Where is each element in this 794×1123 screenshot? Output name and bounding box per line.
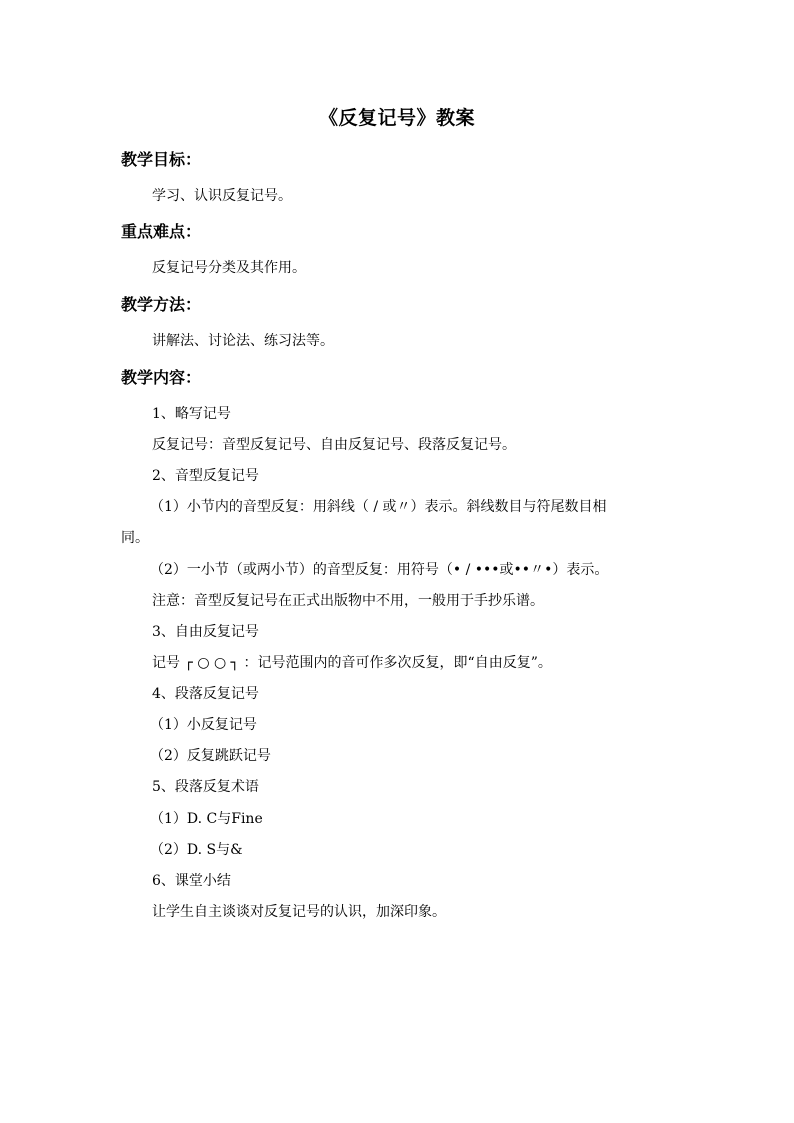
content-line: 同。 [121,530,149,546]
heading-key-difficulties: 重点难点： [121,222,202,241]
content-line: 3、自由反复记号 [152,624,259,640]
content-line: （2）D. S与& [150,842,243,858]
content-line: （1）小节内的音型反复：用斜线（ / 或〃）表示。斜线数目与符尾数目相 [150,499,607,515]
content-line: 4、段落反复记号 [152,686,259,702]
content-line: （1）小反复记号 [150,717,257,733]
content-line: 反复记号：音型反复记号、自由反复记号、段落反复记号。 [152,437,516,453]
content-line: 6、课堂小结 [152,873,231,889]
heading-teaching-content: 教学内容： [121,368,202,387]
content-line: 1、略写记号 [152,406,231,422]
content-line: （1）D. C与Fine [150,811,263,827]
content-line: 注意：音型反复记号在正式出版物中不用，一般用于手抄乐谱。 [152,593,544,609]
heading-teaching-method: 教学方法： [121,295,202,314]
content-line: 记号 ┌ ○ ○ ┐ ：记号范围内的音可作多次反复，即“自由反复”。 [152,655,552,671]
paragraph-key-difficulties: 反复记号分类及其作用。 [152,260,306,276]
paragraph-teaching-method: 讲解法、讨论法、练习法等。 [152,333,334,349]
content-line: 5、段落反复术语 [152,779,259,795]
content-line: 让学生自主谈谈对反复记号的认识，加深印象。 [152,904,446,920]
content-line: （2）一小节（或两小节）的音型反复：用符号（• / •••或••〃•）表示。 [150,562,609,578]
document-title: 《反复记号》教案 [318,107,475,129]
heading-teaching-goal: 教学目标： [121,150,202,169]
content-line: （2）反复跳跃记号 [150,748,271,764]
paragraph-teaching-goal: 学习、认识反复记号。 [152,188,292,204]
content-line: 2、音型反复记号 [152,468,259,484]
